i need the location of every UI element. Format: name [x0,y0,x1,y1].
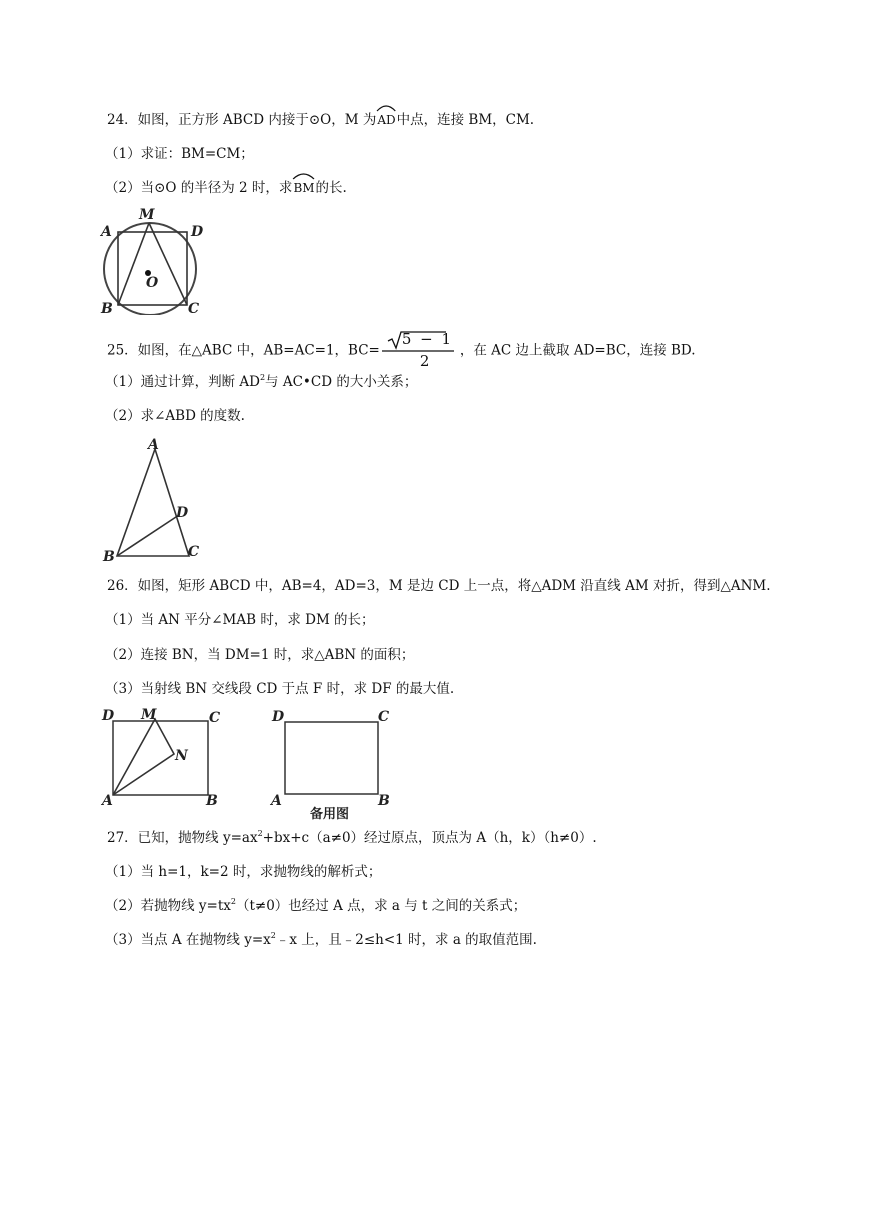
label-c: C [188,301,200,315]
q24-stem-b: 中点，连接 BM，CM. [396,112,535,128]
q25-part1: （1）通过计算，判断 $AD^2$与 AC•CD 的大小关系； [105,373,418,390]
q27-stem: 27．已知，抛物线 $y=ax^2+bx+c(a\ne 0)$经过原点，顶点为 A（h，k）（h≠0）. [107,829,597,846]
label-a: A [271,793,282,809]
label-d: D [191,224,204,240]
arc-ad: AD [376,110,396,130]
label-d: D [102,708,115,724]
segment-bd [117,515,179,556]
q26-figure-spare [268,704,398,824]
q26-figure-main [100,704,225,808]
label-m: M [141,707,157,723]
label-b: B [103,549,115,561]
triangle-anm [113,719,174,795]
label-b: B [206,793,218,808]
arc-mark-icon [292,171,315,180]
label-c: C [378,709,390,725]
q24-stem-a: 24．如图，正方形 ABCD 内接于⊙O，M 为 [107,112,377,128]
q27-part1: （1）当 h=1，k=2 时，求抛物线的解析式； [105,864,382,880]
label-m: M [139,207,155,223]
label-c: C [209,710,221,726]
rectangle-abcd [285,722,378,794]
label-o: O [146,275,159,291]
triangle-abc [117,449,189,556]
q26-part3: （3）当射线 BN 交线段 CD 于点 F 时，求 DF 的最大值. [105,681,455,697]
q25-part2: （2）求∠ABD 的度数. [105,408,245,424]
q26-part2: （2）连接 BN，当 DM=1 时，求△ABN 的面积； [105,647,415,663]
q26-part1: （1）当 AN 平分∠MAB 时，求 DM 的长； [105,612,375,628]
label-a: A [148,437,159,453]
segment-bm [118,223,149,305]
label-c: C [188,544,200,560]
q27-part3: （3）当点 A 在抛物线 $y=x^2﹣x$ 上，且﹣2≤h<1 时，求 a 的取值范围. [105,931,537,948]
fraction-bc: 5 − 1 2 [382,331,458,371]
q25-figure [100,437,205,561]
q26-stem: 26．如图，矩形 ABCD 中，AB=4，AD=3，M 是边 CD 上一点，将△ADM 沿直线 AM 对折，得到△ANM. [107,578,771,594]
square-abcd [118,232,187,305]
arc-bm: BM [292,178,315,198]
q24-part1: （1）求证：BM=CM； [105,146,254,162]
label-a: A [101,224,112,240]
rectangle-abcd [113,721,208,795]
q24-figure [98,203,210,315]
label-b: B [378,793,390,809]
arc-mark-icon [376,103,396,112]
label-d: D [176,505,189,521]
label-b: B [101,301,113,315]
label-a: A [102,793,113,808]
label-n: N [175,748,188,764]
q24-stem [107,110,534,130]
label-d: D [272,709,285,725]
spare-figure-caption: 备用图 [310,807,350,822]
q24-part2: （2）当⊙O 的半径为 2 时，求 BM的长. [105,178,347,198]
q25-stem: 25．如图，在△ABC 中，AB=AC=1，BC= 5 − 1 2 ，在 AC 边上截取 AD=BC，连接 BD. [107,330,696,370]
q27-part2: （2）若抛物线 $y=tx^2(t\ne 0)$也经过 A 点，求 a 与 t 之间的关系式； [105,897,527,914]
